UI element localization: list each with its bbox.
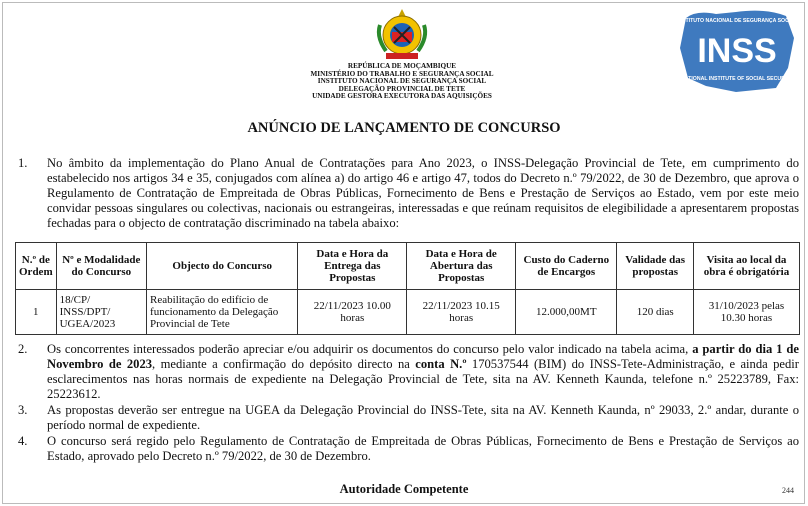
header-line: DELEGAÇÃO PROVINCIAL DE TETE	[338, 84, 466, 93]
table-cell: 1	[16, 290, 57, 335]
header-line: UNIDADE GESTORA EXECUTORA DAS AQUISIÇÕES	[312, 92, 492, 101]
page-number: 244	[782, 486, 794, 495]
header-line: INSTITUTO NACIONAL DE SEGURANÇA SOCIAL	[317, 77, 487, 86]
page-title: ANÚNCIO DE LANÇAMENTO DE CONCURSO	[247, 120, 561, 136]
table-header: N.º de Ordem	[16, 243, 57, 290]
logo-acronym: INSS	[697, 32, 777, 70]
header-line: MINISTÉRIO DO TRABALHO E SEGURANÇA SOCIAL	[310, 69, 494, 78]
table-cell: 22/11/2023 10.00 horas	[298, 290, 407, 335]
inss-logo	[676, 8, 798, 94]
paragraph-2	[47, 342, 799, 402]
paragraph-3: As propostas deverão ser entregue na UGEA da Delegação Provincial do INSS-Tete, sita na AV. Kenneth Kaunda, nº 29033, 2.º andar, durante o período normal de expediente.	[47, 403, 799, 432]
tender-table	[15, 242, 800, 335]
text-run: Os concorrentes interessados poderão apreciar e/ou adquirir os documentos do concurso pelo valor indicado na tabela acima,	[47, 342, 693, 356]
table-header: Nº e Modalidade do Concurso	[56, 243, 146, 290]
paragraph-4: O concurso será regido pelo Regulamento de Contratação de Empreitada de Obras Públicas, Fornecimento de Bens e Prestação de Serviços ao Estado, aprovado pelo Decreto n.º 79/2022, de 30 de Dezembro.	[47, 434, 799, 463]
table-cell: Reabilitação do edifício de funcionamento da Delegação Provincial de Tete	[147, 290, 298, 335]
paragraph-1: No âmbito da implementação do Plano Anual de Contratações para Ano 2023, o INSS-Delegação Provincial de Tete, em cumprimento do estabelecido nos artigos 34 e 35, conjugados com alínea a) do artigo 46 e artigo 47, todos do Decreto n.º 79/2022, de 30 de Dezembro, que aprova o Regulamento de Contratação de Empreitada de Obras Públicas, Fornecimento de Bens e Prestação de Serviços ao Estado, vem por este meio convidar pessoas singulares ou colectivas, nacionais ou estrangeiras, interessadas e que reúnam requisitos de elegibilidade a apresentarem propostas fechadas para o objecto de contratação discriminado na tabela abaixo:	[47, 156, 799, 230]
table-cell: 120 dias	[617, 290, 693, 335]
item-number: 3.	[18, 403, 28, 417]
table-header: Visita ao local da obra é obrigatória	[693, 243, 799, 290]
table-cell: 12.000,00MT	[516, 290, 617, 335]
table-row	[16, 290, 800, 335]
table-header: Data e Hora de Abertura das Propostas	[407, 243, 516, 290]
table-header: Objecto do Concurso	[147, 243, 298, 290]
item-number: 4.	[18, 434, 28, 448]
logo-top-text: INSTITUTO NACIONAL DE SEGURANÇA SOCIAL	[676, 18, 798, 24]
header-block	[200, 63, 604, 101]
item-number: 1.	[18, 156, 28, 170]
table-header: Custo do Caderno de Encargos	[516, 243, 617, 290]
header-line: REPÚBLICA DE MOÇAMBIQUE	[347, 62, 457, 70]
table-header-row	[16, 243, 800, 290]
item-number: 2.	[18, 342, 28, 356]
text-run: 170537544 (BIM) do INSS-Tete-Administração, e ainda pedir esclarecimentos nas horas normais de expediente na Delegação Provincial de Tete, sita na AV. Kenneth Kaunda, telefone n.º 25223789, Fax: 25223612.	[47, 357, 800, 401]
bold-account-label: conta N.º	[415, 357, 467, 371]
table-header: Data e Hora da Entrega das Propostas	[298, 243, 407, 290]
table-header: Validade das propostas	[617, 243, 693, 290]
table-cell: 31/10/2023 pelas 10.30 horas	[693, 290, 799, 335]
table-cell: 18/CP/ INSS/DPT/ UGEA/2023	[56, 290, 146, 335]
bold-date: a partir do dia 1 de Novembro de 2023	[47, 342, 799, 371]
mozambique-emblem-icon	[372, 5, 432, 65]
table-cell: 22/11/2023 10.15 horas	[407, 290, 516, 335]
signature-line: Autoridade Competente	[339, 482, 469, 496]
text-run: , mediante a confirmação do depósito directo na	[152, 357, 416, 371]
logo-bottom-text: NATIONAL INSTITUTE OF SOCIAL SECURITY	[681, 76, 793, 82]
